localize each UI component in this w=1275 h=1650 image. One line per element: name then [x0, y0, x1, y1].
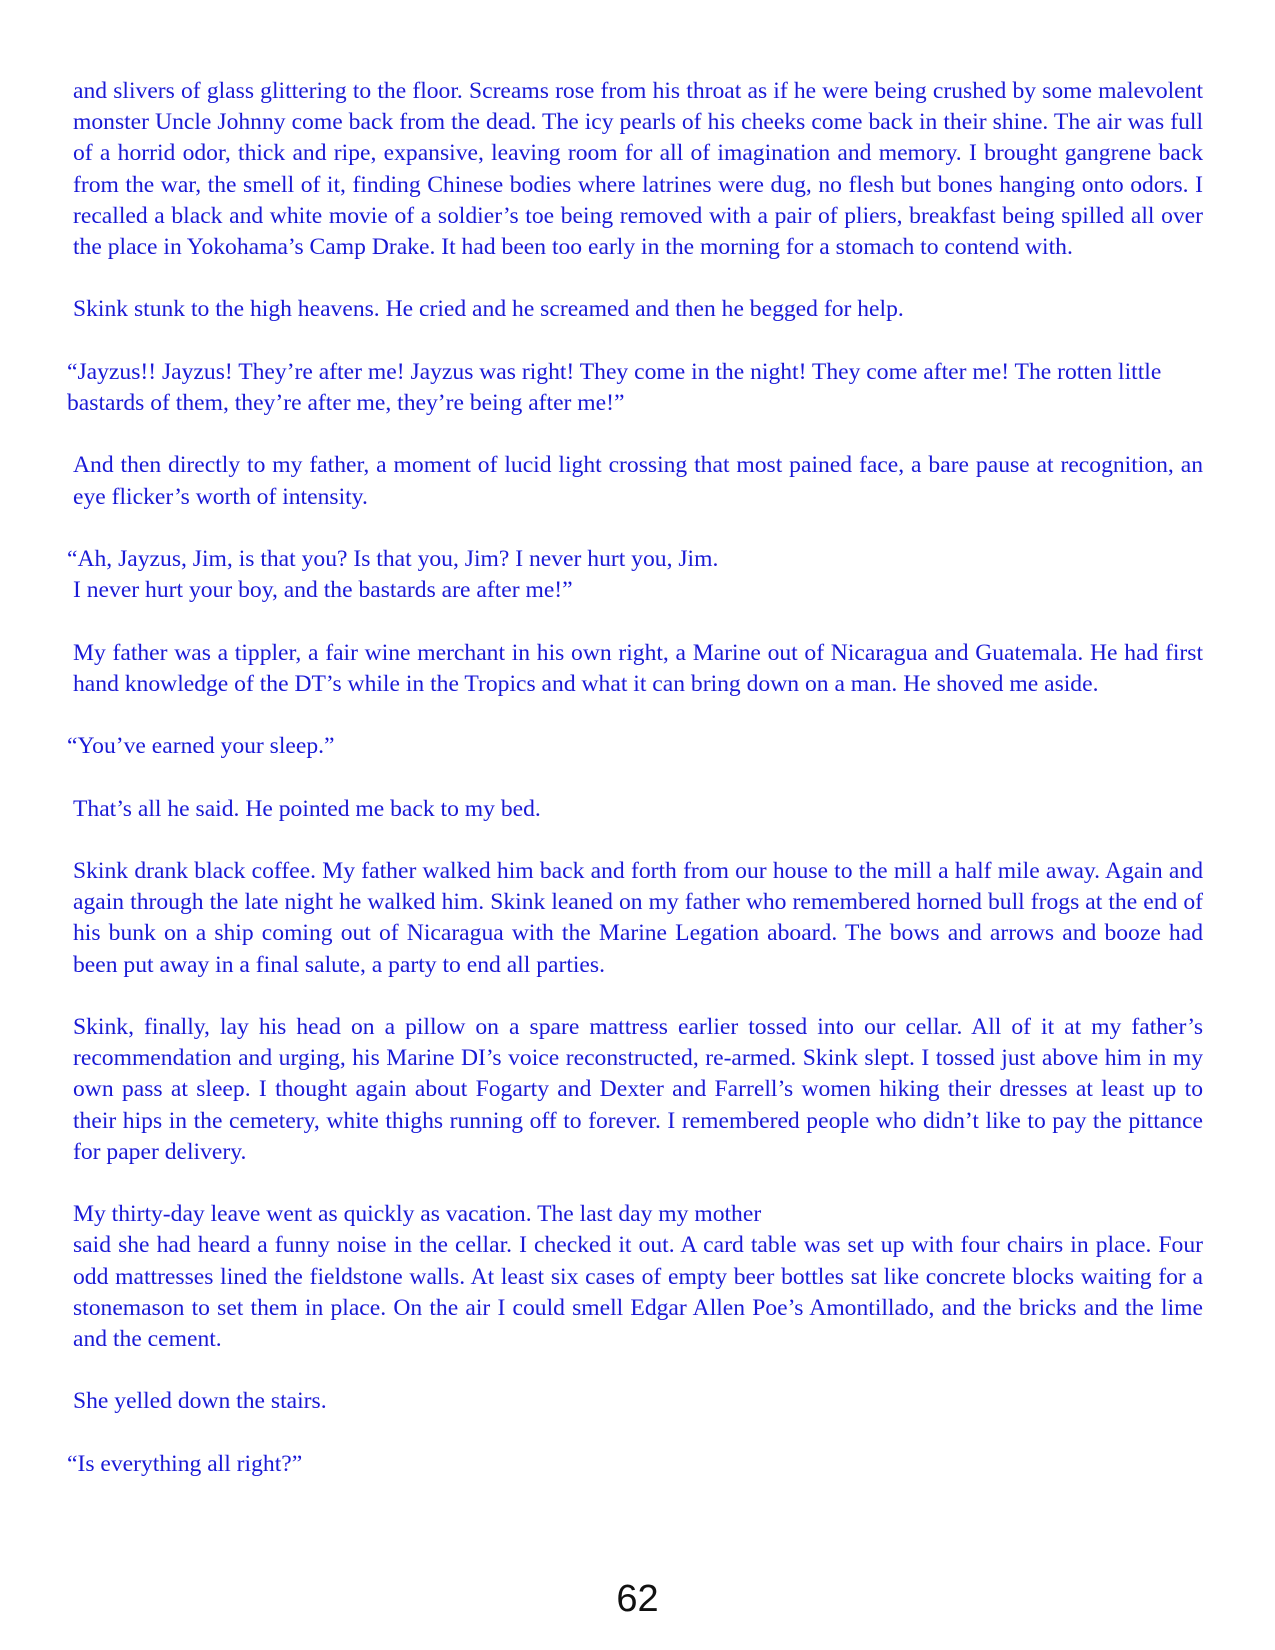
paragraph-glass: and slivers of glass glittering to the floor. Screams rose from his throat as if he were being crushed by some malevolent monster Uncle Johnny come back from the dead. The icy pearls of his cheeks come back in their shine. The air was full of a horrid odor, thick and ripe, expansive, leaving room for all of imagination and memory. I brought gangrene back from the war, the smell of it, finding Chinese bodies where latrines were dug, no flesh but bones hanging onto odors. I recalled a black and white movie of a soldier’s toe being removed with a pair of pliers, breakfast being spilled all over the place in Yokohama’s Camp Drake. It had been too early in the morning for a stomach to contend with. — [73, 78, 1203, 261]
paragraph-thirty-day-leave — [73, 1199, 1203, 1355]
paragraph-skink-stunk: Skink stunk to the high heavens. He cried and he screamed and then he begged for help. — [73, 296, 904, 323]
quote-jayzus: “Jayzus!! Jayzus! They’re after me! Jayzus was right! They come in the night! They come after me! The rotten little bastards of them, they’re after me, they’re being after me!” — [67, 358, 1162, 416]
paragraph-father-tippler: My father was a tippler, a fair wine merchant in his own right, a Marine out of Nicaragua and Guatemala. He had first hand knowledge of the DT’s while in the Tropics and what it can bring down on a man. He shoved me aside. — [73, 639, 1203, 697]
quote-jim — [67, 544, 1203, 606]
quote-everything-all-right: “Is everything all right?” — [67, 1450, 303, 1477]
paragraph-skink-slept: Skink, finally, lay his head on a pillow on a spare mattress earlier tossed into our cellar. All of it at my father’s recommendation and urging, his Marine DI’s voice reconstructed, re-armed. Skink slept. I tossed just above him in my own pass at sleep. I thought again about Fogarty and Dexter and Farrell’s women hiking their dresses at least up to their hips in the cemetery, white thighs running off to forever. I remembered people who didn’t like to pay the pittance for paper delivery. — [73, 1013, 1203, 1165]
quote-jim-line-1: “Ah, Jayzus, Jim, is that you? Is that you, Jim? I never hurt you, Jim. — [67, 545, 719, 572]
body-text — [67, 76, 1203, 1511]
leave-cellar-text: said she had heard a funny noise in the cellar. I checked it out. A card table was set up with four chairs in place. Four odd mattresses lined the fieldstone walls. At least six cases of empty beer bottles sat like concrete blocks waiting for a stonemason to set them in place. On the air I could smell Edgar Allen Poe’s Amontillado, and the bricks and the lime and the cement. — [73, 1232, 1203, 1352]
paragraph-father-recognition: And then directly to my father, a moment of lucid light crossing that most pained face, a bare pause at recognition, an eye flicker’s worth of intensity. — [73, 452, 1203, 510]
paragraph-yelled: She yelled down the stairs. — [73, 1388, 327, 1415]
leave-first-line: My thirty-day leave went as quickly as vacation. The last day my mother — [73, 1201, 762, 1228]
quote-earned-sleep: “You’ve earned your sleep.” — [67, 733, 335, 760]
page-number: 62 — [616, 1578, 659, 1620]
paragraph-thats-all: That’s all he said. He pointed me back to my bed. — [73, 795, 541, 822]
paragraph-black-coffee: Skink drank black coffee. My father walked him back and forth from our house to the mill a half mile away. Again and again through the late night he walked him. Skink leaned on my father who remembered horned bull frogs at the end of his bunk on a ship coming out of Nicaragua with the Marine Legation aboard. The bows and arrows and booze had been put away in a final salute, a party to end all parties. — [73, 857, 1203, 978]
quote-jim-line-2: I never hurt your boy, and the bastards are after me!” — [73, 577, 573, 604]
